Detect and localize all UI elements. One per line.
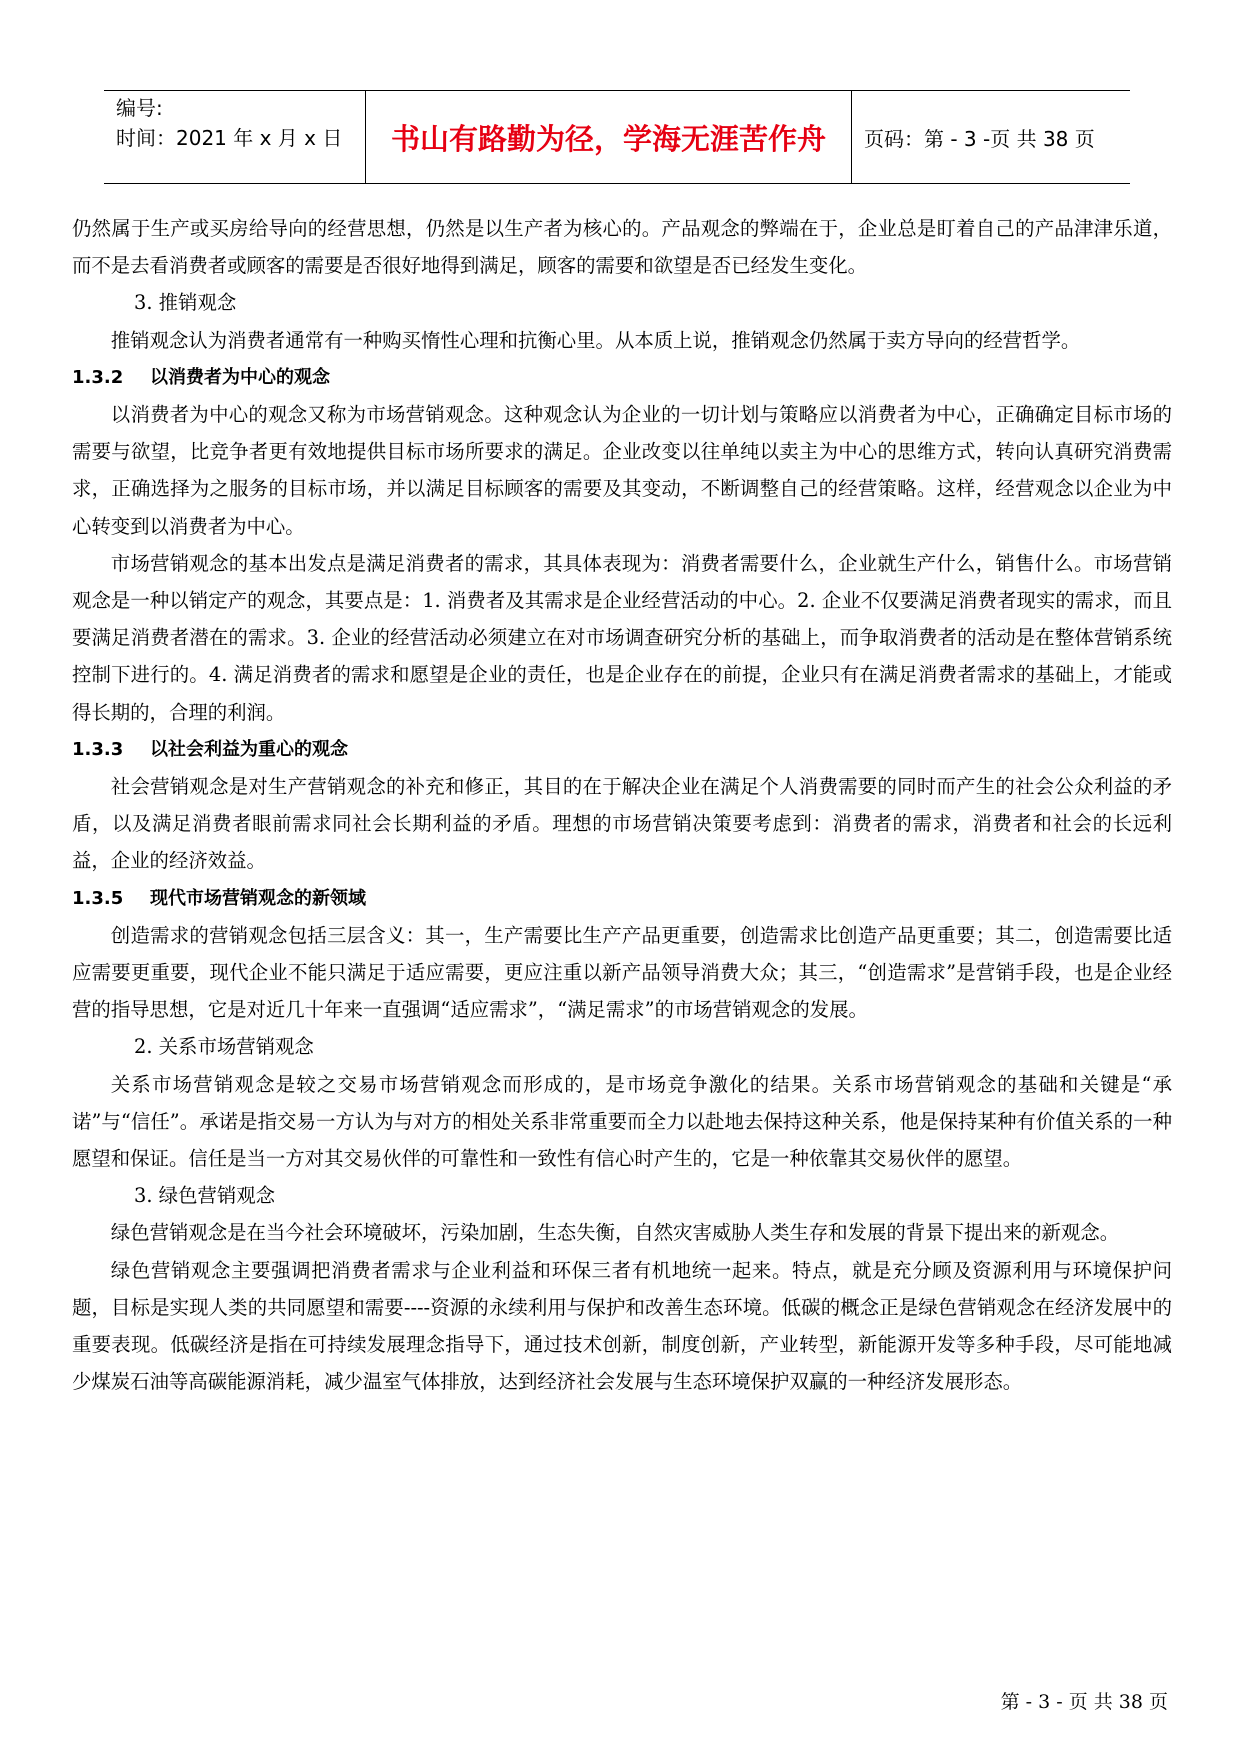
page-header <box>104 90 1130 184</box>
section-heading-1-3-2 <box>72 359 1172 396</box>
subsection-heading: 3. 绿色营销观念 <box>134 1184 276 1208</box>
section-title: 现代市场营销观念的新领域 <box>150 887 366 909</box>
section-title: 以消费者为中心的观念 <box>150 366 330 388</box>
paragraph: 市场营销观念的基本出发点是满足消费者的需求，其具体表现为：消费者需要什么，企业就生产什么，销售什么。市场营销观念是一种以销定产的观念，其要点是：1. 消费者及其需求是企业经营活动的中心。2. 企业不仅要满足消费者现实的需求，而且要满足消费者潜在的需求。3. 企业的经营活动必须建立在对市场调查研究分析的基础上，而争取消费者的活动是在整体营销系统控制下进行的。4. 满足消费者的需求和愿望是企业的责任，也是企业存在的前提，企业只有在满足消费者需求的基础上，才能或得长期的，合理的利润。 <box>72 551 1172 724</box>
time-label: 时间：2021 年 x 月 x 日 <box>116 126 343 150</box>
paragraph: 绿色营销观念是在当今社会环境破坏，污染加剧，生态失衡，自然灾害威胁人类生存和发展的背景下提出来的新观念。 <box>110 1221 1120 1245</box>
header-page-code: 页码：第 - 3 -页 共 38 页 <box>864 126 1095 151</box>
section-number: 1.3.2 <box>72 366 124 388</box>
header-motto: 书山有路勤为径，学海无涯苦作舟 <box>366 91 852 183</box>
paragraph: 仍然属于生产或买房给导向的经营思想，仍然是以生产者为核心的。产品观念的弊端在于，企业总是盯着自己的产品津津乐道，而不是去看消费者或顾客的需要是否很好地得到满足，顾客的需要和欲望是否已经发生变化。 <box>72 217 1172 278</box>
subsection-heading: 2. 关系市场营销观念 <box>134 1035 314 1059</box>
page-footer: 第 - 3 - 页 共 38 页 <box>1000 1691 1168 1713</box>
paragraph: 以消费者为中心的观念又称为市场营销观念。这种观念认为企业的一切计划与策略应以消费者为中心，正确确定目标市场的需要与欲望，比竞争者更有效地提供目标市场所要求的满足。企业改变以往单纯以卖主为中心的思维方式，转向认真研究消费需求，正确选择为之服务的目标市场，并以满足目标顾客的需要及其变动，不断调整自己的经营策略。这样，经营观念以企业为中心转变到以消费者为中心。 <box>72 403 1172 538</box>
header-meta <box>104 91 366 183</box>
paragraph: 推销观念认为消费者通常有一种购买惰性心理和抗衡心里。从本质上说，推销观念仍然属于卖方导向的经营哲学。 <box>110 328 1081 352</box>
paragraph: 创造需求的营销观念包括三层含义：其一，生产需要比生产产品更重要，创造需求比创造产品更重要；其二，创造需要比适应需要更重要，现代企业不能只满足于适应需要，更应注重以新产品领导消费大众；其三，“创造需求”是营销手段，也是企业经营的指导思想，它是对近几十年来一直强调“适应需求”，“满足需求”的市场营销观念的发展。 <box>72 923 1172 1022</box>
paragraph: 关系市场营销观念是较之交易市场营销观念而形成的，是市场竞争激化的结果。关系市场营销观念的基础和关键是“承诺”与“信任”。承诺是指交易一方认为与对方的相处关系非常重要而全力以赴地去保持这种关系，他是保持某种有价值关系的一种愿望和保证。信任是当一方对其交易伙伴的可靠性和一致性有信心时产生的，它是一种依靠其交易伙伴的愿望。 <box>72 1072 1172 1171</box>
number-label: 编号: <box>116 96 163 120</box>
section-title: 以社会利益为重心的观念 <box>150 738 348 760</box>
section-number: 1.3.3 <box>72 738 124 760</box>
paragraph: 社会营销观念是对生产营销观念的补充和修正，其目的在于解决企业在满足个人消费需要的同时而产生的社会公众利益的矛盾，以及满足消费者眼前需求同社会长期利益的矛盾。理想的市场营销决策要考虑到：消费者的需求，消费者和社会的长远利益，企业的经济效益。 <box>72 775 1172 873</box>
document-body <box>72 210 1172 1401</box>
section-heading-1-3-3 <box>72 731 1172 768</box>
paragraph: 绿色营销观念主要强调把消费者需求与企业利益和环保三者有机地统一起来。特点，就是充分顾及资源利用与环境保护问题，目标是实现人类的共同愿望和需要----资源的永续利用与保护和改善生态环境。低碳的概念正是绿色营销观念在经济发展中的重要表现。低碳经济是指在可持续发展理念指导下，通过技术创新，制度创新，产业转型，新能源开发等多种手段，尽可能地减少煤炭石油等高碳能源消耗，减少温室气体排放，达到经济社会发展与生态环境保护双赢的一种经济发展形态。 <box>72 1258 1172 1394</box>
subsection-heading: 3. 推销观念 <box>134 291 237 315</box>
section-heading-1-3-5 <box>72 880 1172 917</box>
section-number: 1.3.5 <box>72 887 124 909</box>
